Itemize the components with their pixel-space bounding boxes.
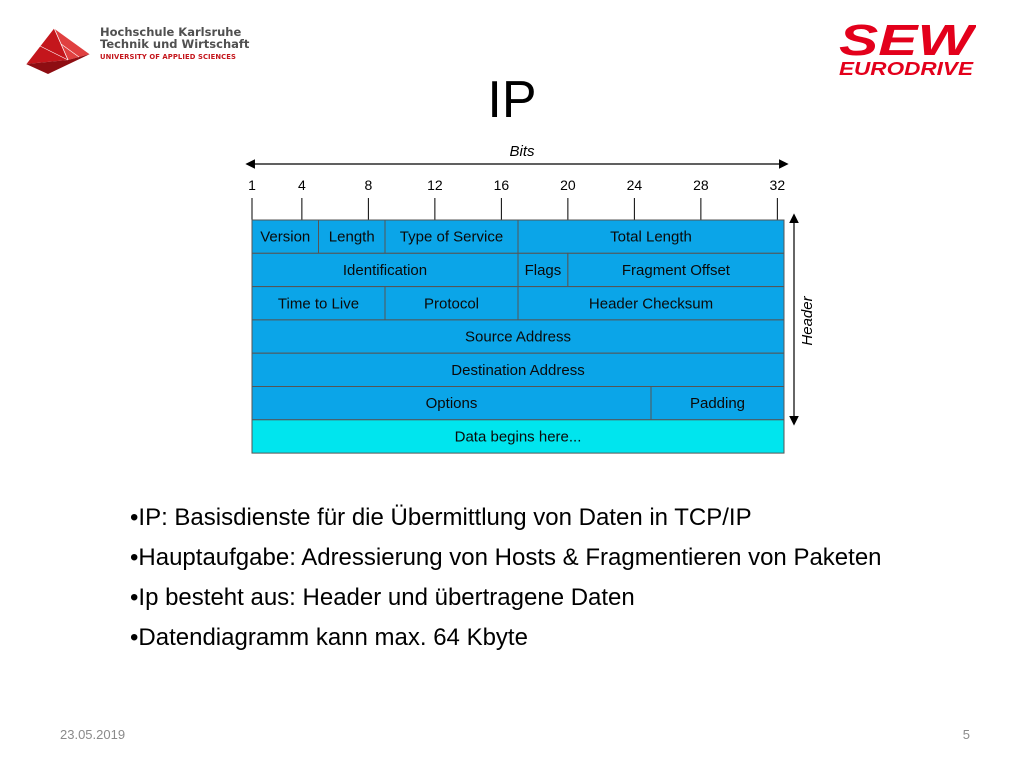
sew-eurodrive-logo bbox=[836, 18, 976, 78]
hka-name-line3: UNIVERSITY OF APPLIED SCIENCES bbox=[100, 52, 237, 61]
hka-name-line2: Technik und Wirtschaft bbox=[100, 37, 250, 52]
header-field-label: Source Address bbox=[465, 328, 571, 346]
bullet-item: •Hauptaufgabe: Adressierung von Hosts & Fragmentieren von Paketen bbox=[130, 544, 882, 571]
header-side-label: Header bbox=[799, 296, 816, 346]
header-field-label: Padding bbox=[689, 395, 746, 413]
footer-page-number: 5 bbox=[962, 727, 970, 742]
header-field-label: Fragment Offset bbox=[621, 261, 730, 279]
header-field-label: Version bbox=[260, 228, 311, 246]
header-field-label: Options bbox=[425, 395, 478, 413]
header-field-label: Total Length bbox=[610, 228, 692, 246]
slide-title: IP bbox=[487, 71, 537, 129]
header-field-label: Flags bbox=[524, 261, 562, 279]
bit-tick-label: 32 bbox=[769, 177, 786, 193]
footer-date: 23.05.2019 bbox=[60, 727, 126, 742]
bit-tick-label: 4 bbox=[297, 177, 306, 193]
hka-name-line1: Hochschule Karlsruhe bbox=[100, 25, 242, 39]
bit-tick-label: 12 bbox=[427, 177, 443, 193]
header-field-label: Destination Address bbox=[451, 361, 585, 379]
bullet-list bbox=[130, 502, 930, 662]
bit-ticks bbox=[248, 177, 785, 220]
header-field-label: Header Checksum bbox=[588, 295, 714, 313]
header-field-label: Identification bbox=[342, 261, 428, 279]
header-field-label: Time to Live bbox=[277, 295, 360, 313]
header-field-label: Type of Service bbox=[399, 228, 504, 246]
bullet-item: •Datendiagramm kann max. 64 Kbyte bbox=[130, 624, 528, 651]
bit-tick-label: 24 bbox=[626, 177, 643, 193]
header-field-label: Data begins here... bbox=[454, 428, 582, 446]
bit-tick-label: 1 bbox=[248, 177, 256, 193]
bullet-item: •IP: Basisdienste für die Übermittlung von Daten in TCP/IP bbox=[130, 504, 752, 531]
eurodrive-wordmark: EURODRIVE bbox=[839, 59, 975, 78]
bit-tick-label: 28 bbox=[693, 177, 709, 193]
header-rows bbox=[252, 220, 784, 453]
ip-header-diagram bbox=[240, 140, 820, 460]
sew-wordmark: SEW bbox=[839, 18, 976, 65]
header-field-label: Protocol bbox=[423, 295, 480, 313]
bit-tick-label: 20 bbox=[560, 177, 576, 193]
bit-tick-label: 16 bbox=[493, 177, 510, 193]
bits-label: Bits bbox=[509, 143, 535, 160]
bit-tick-label: 8 bbox=[364, 177, 373, 193]
bullet-item: •Ip besteht aus: Header und übertragene Daten bbox=[130, 584, 635, 611]
header-field-label: Length bbox=[328, 228, 375, 246]
